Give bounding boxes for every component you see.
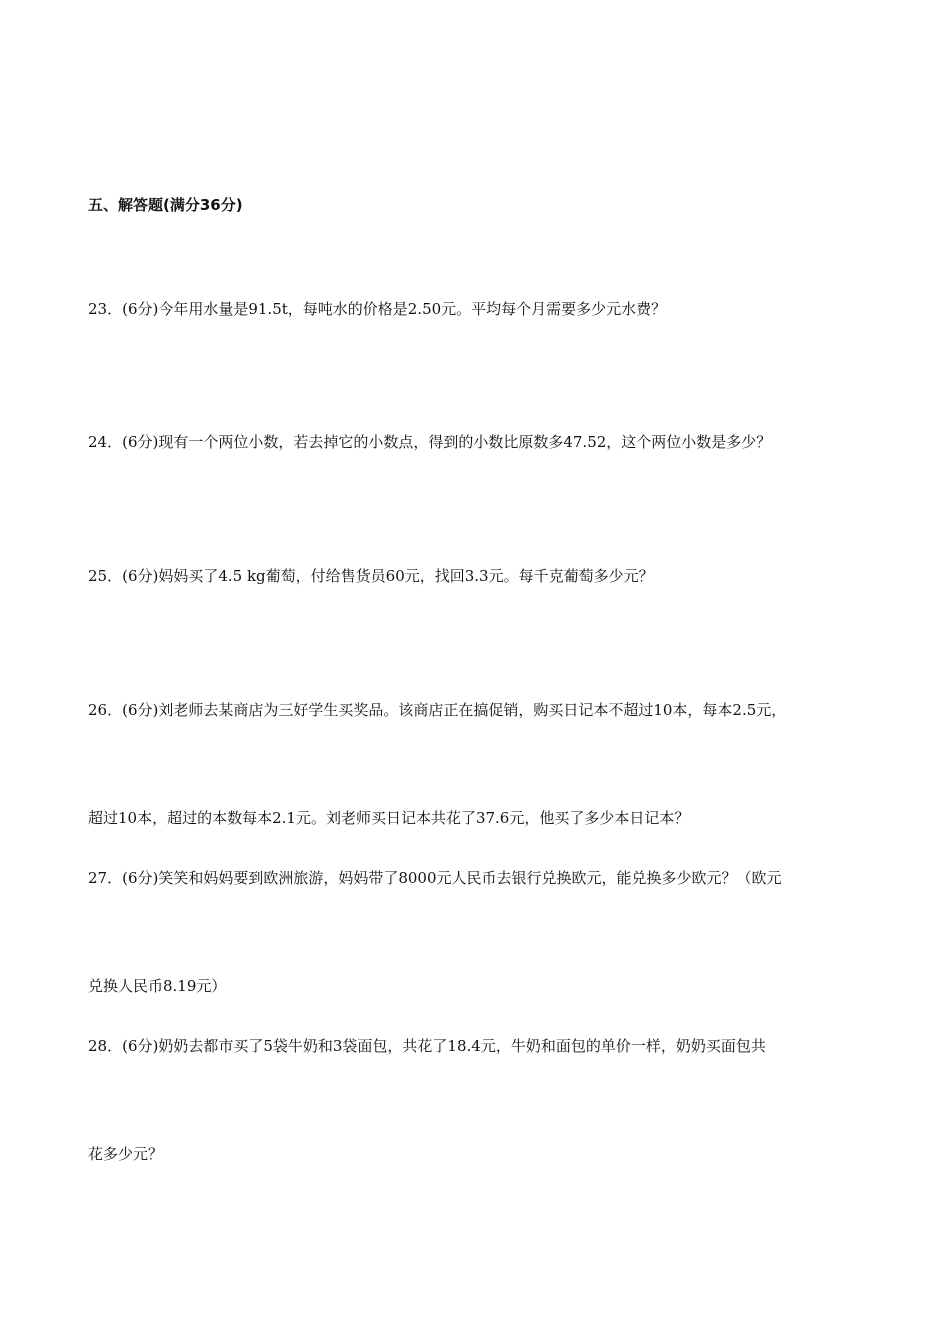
- question-28: [88, 956, 878, 1244]
- question-text-line-2: 超过10本，超过的本数每本2.1元。刘老师买日记本共花了37.6元，他买了多少本日记本？: [88, 809, 690, 827]
- question-text-line-1: 26．(6分)刘老师去某商店为三好学生买奖品。该商店正在搞促销，购买日记本不超过10本，每本2.5元，: [88, 701, 787, 719]
- question-text: 25．(6分)妈妈买了4.5 kg葡萄，付给售货员60元，找回3.3元。每千克葡萄多少元？: [88, 567, 654, 585]
- question-text: 24．(6分)现有一个两位小数，若去掉它的小数点，得到的小数比原数多47.52，这个两位小数是多少？: [88, 433, 772, 451]
- question-text-line-2: 花多少元？: [88, 1145, 164, 1163]
- question-text-line-2: 兑换人民币8.19元）: [88, 977, 227, 995]
- question-text: 23．(6分)今年用水量是91.5t，每吨水的价格是2.50元。平均每个月需要多少元水费？: [88, 300, 667, 318]
- section-title: 五、解答题(满分36分): [88, 196, 243, 214]
- question-text-line-1: 28．(6分)奶奶去都市买了5袋牛奶和3袋面包，共花了18.4元，牛奶和面包的单价一样，奶奶买面包共: [88, 1037, 766, 1055]
- question-text-line-1: 27．(6分)笑笑和妈妈要到欧洲旅游，妈妈带了8000元人民币去银行兑换欧元，能兑换多少欧元？（欧元: [88, 869, 782, 887]
